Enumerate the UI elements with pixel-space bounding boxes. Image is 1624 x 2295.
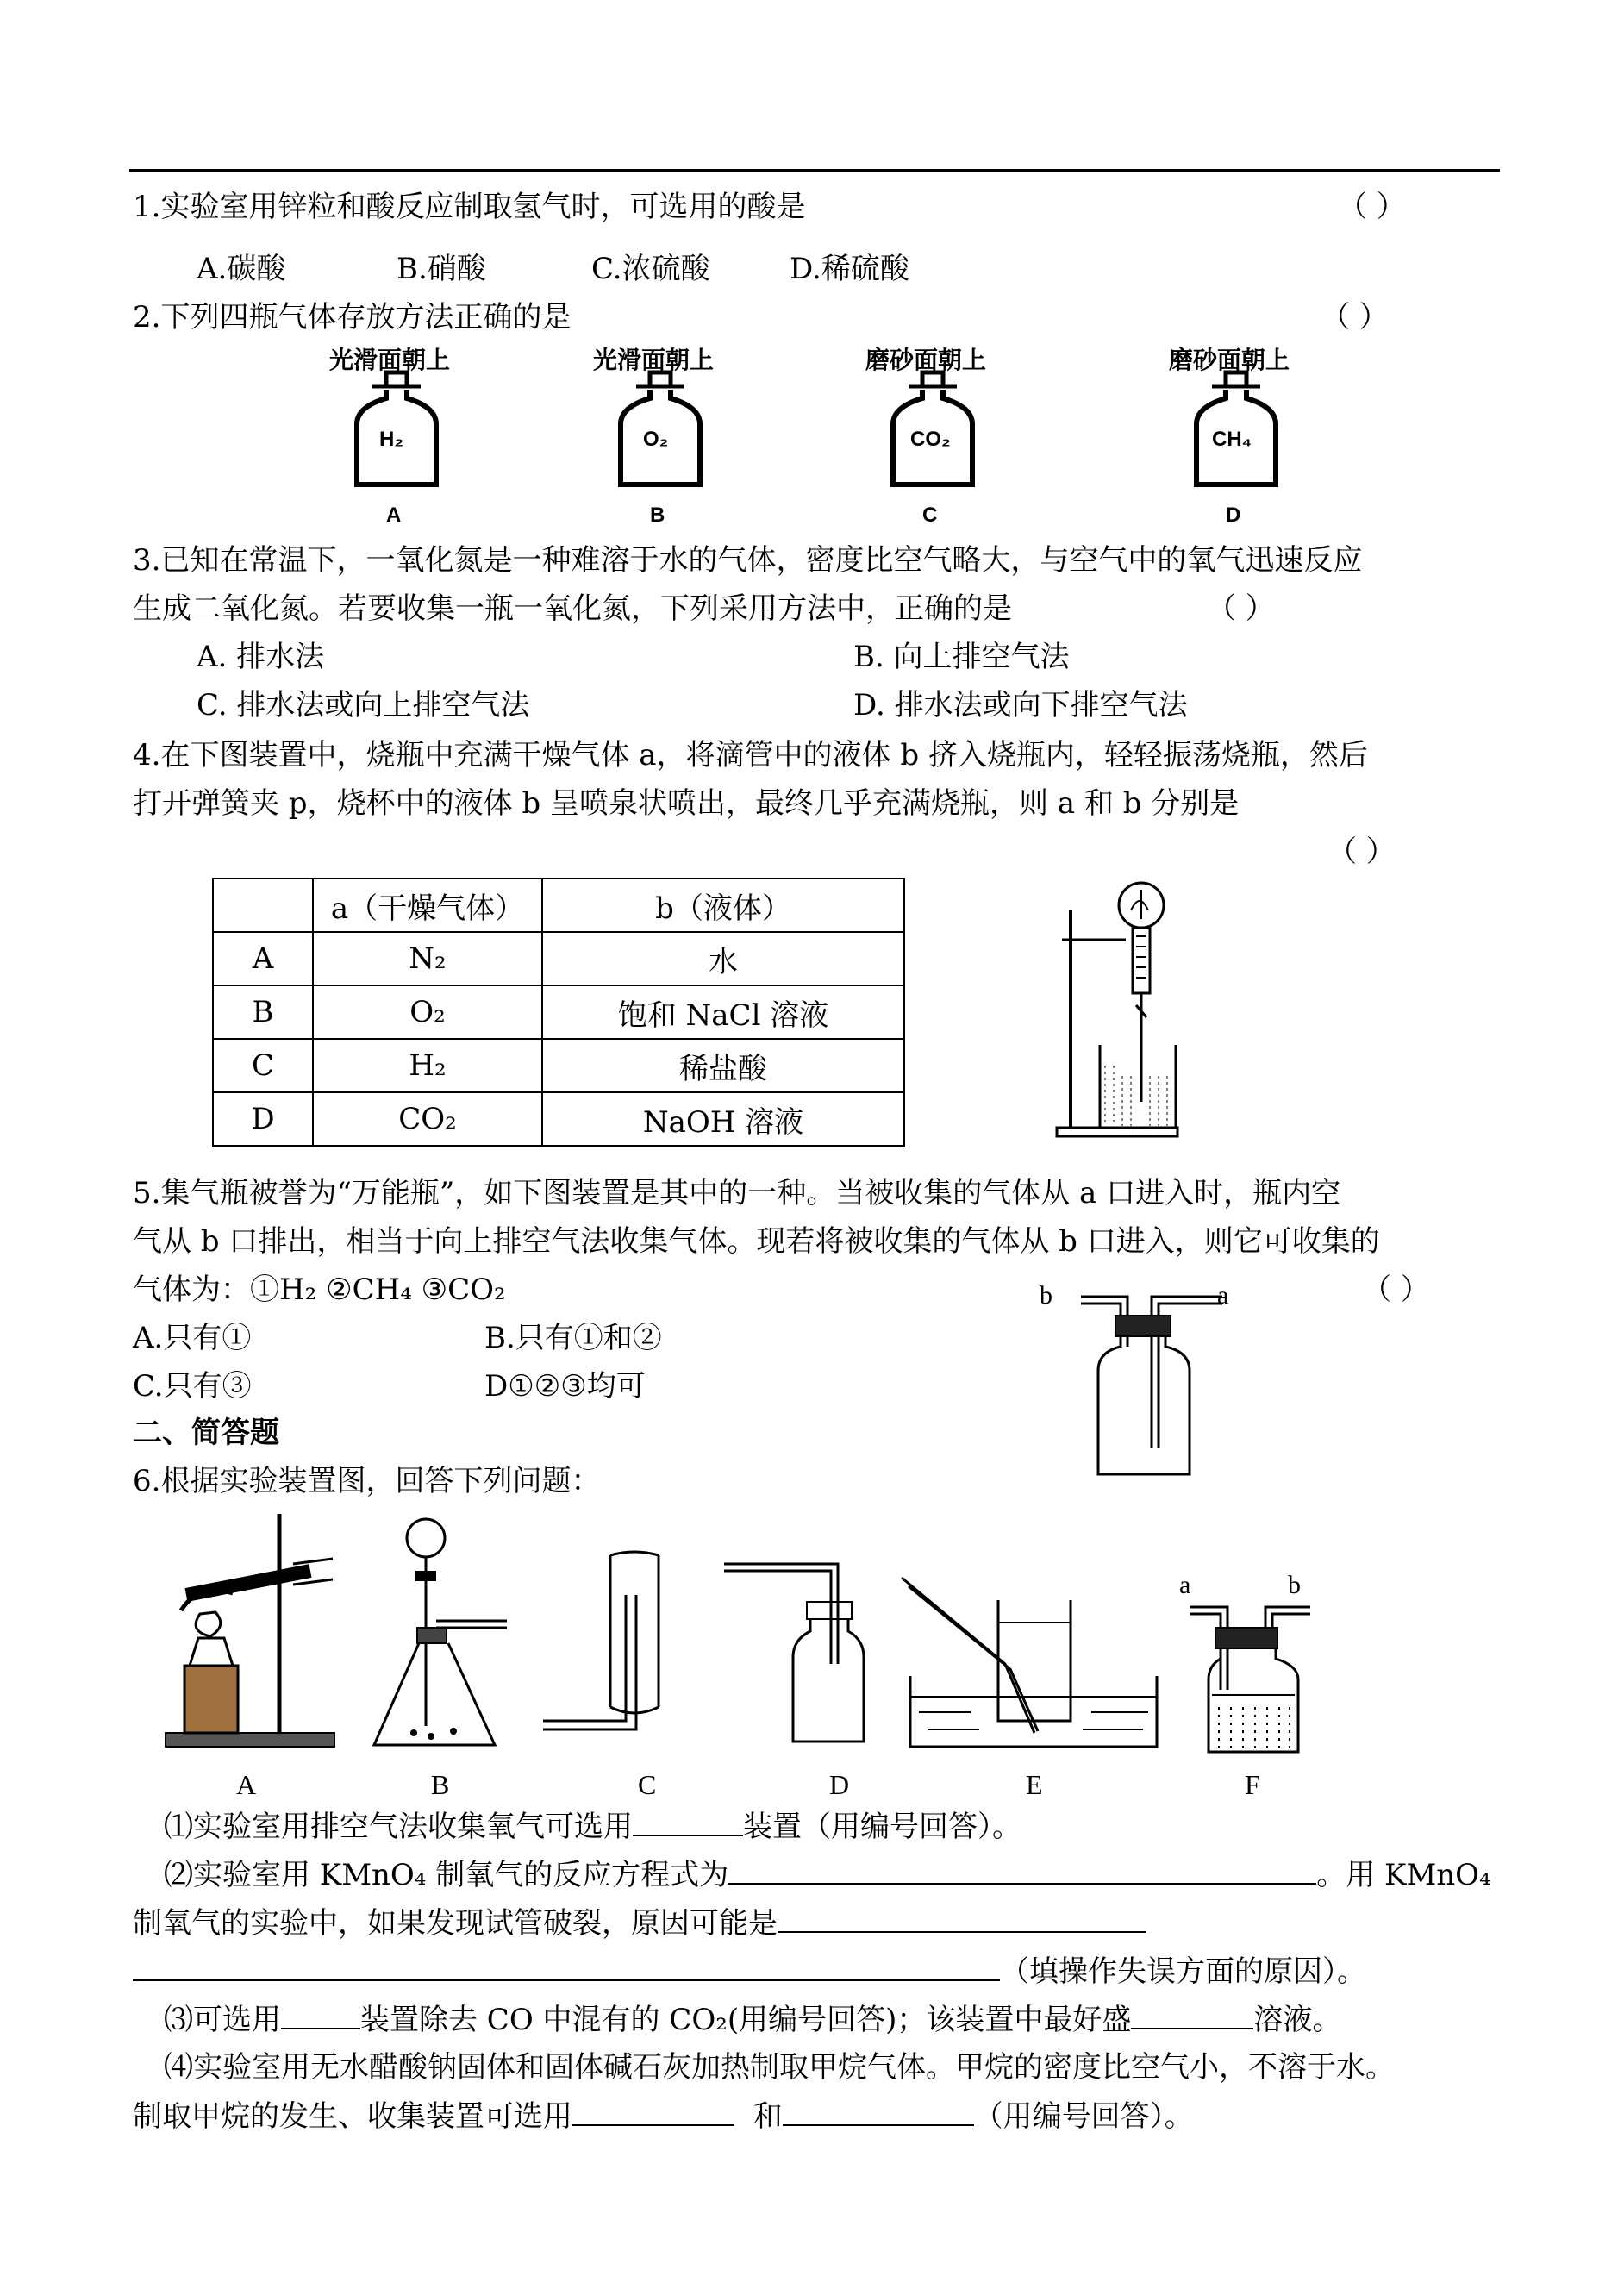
q5-option-c: C.只有③: [133, 1369, 252, 1404]
q3-line2: 生成二氧化氮。若要收集一瓶一氧化氮，下列采用方法中，正确的是: [133, 591, 1012, 626]
q1-option-c: C.浓硫酸: [591, 252, 710, 286]
q4-answer-paren[interactable]: （ ）: [1327, 835, 1396, 869]
apparatus-label-f: F: [1245, 1769, 1260, 1800]
table-cell: b（液体）: [542, 879, 904, 932]
bottle-letter: D: [1226, 503, 1241, 527]
q6-part2-line2: [133, 1905, 1146, 1941]
table-cell: A: [213, 932, 313, 985]
bottle-letter: C: [922, 503, 938, 527]
port-b-label: b: [1040, 1281, 1052, 1310]
q3-answer-paren[interactable]: （ ）: [1207, 591, 1275, 626]
apparatus-a-icon: [164, 1510, 353, 1760]
f-port-b-label: b: [1288, 1571, 1301, 1599]
table-cell: 饱和 NaCl 溶液: [542, 985, 904, 1039]
apparatus-label-b: B: [431, 1769, 450, 1800]
q3-option-d: D. 排水法或向下排空气法: [853, 688, 1188, 722]
table-cell: H₂: [313, 1039, 542, 1092]
collecting-bottle-icon: [1077, 1285, 1233, 1483]
q4-line2: 打开弹簧夹 p，烧杯中的液体 b 呈喷泉状喷出，最终几乎充满烧瓶，则 a 和 b 分别是: [133, 786, 1240, 821]
q5-answer-paren[interactable]: （ ）: [1362, 1273, 1430, 1307]
fountain-apparatus-icon: [1053, 876, 1191, 1143]
q6-part4-collector-blank[interactable]: [783, 2098, 974, 2126]
apparatus-b-icon: [371, 1514, 517, 1764]
q3-line1: 3.已知在常温下，一氧化氮是一种难溶于水的气体，密度比空气略大，与空气中的氧气迅速反应: [133, 543, 1363, 578]
f-port-a-label: a: [1179, 1571, 1191, 1599]
q6-part2-text-d: （填操作失误方面的原因）。: [1000, 1954, 1366, 1989]
q6-part4-text-c: （用编号回答）。: [973, 2099, 1194, 2134]
q3-option-a: A. 排水法: [197, 640, 325, 674]
table-row: [213, 1092, 904, 1146]
q6-part4-generator-blank[interactable]: [572, 2098, 734, 2126]
apparatus-e-icon: [902, 1574, 1160, 1755]
apparatus-label-e: E: [1026, 1769, 1043, 1800]
apparatus-d-icon: [721, 1560, 893, 1750]
bottle-caption: 光滑面朝上: [593, 347, 715, 373]
bottle-caption: 磨砂面朝上: [1169, 347, 1290, 373]
bottle-gas: O₂: [643, 428, 669, 451]
header-rule: [129, 169, 1500, 172]
table-cell: B: [213, 985, 313, 1039]
apparatus-label-c: C: [638, 1769, 657, 1800]
q6-part3-text-b: 装置除去 CO 中混有的 CO₂(用编号回答)；该装置中最好盛: [360, 2003, 1132, 2037]
q6-part4-line1: ⑷实验室用无水醋酸钠固体和固体碱石灰加热制取甲烷气体。甲烷的密度比空气小，不溶于水。: [164, 2050, 1395, 2085]
q6-part3: [164, 2002, 1341, 2037]
q6-stem: 6.根据实验装置图，回答下列问题：: [133, 1464, 601, 1498]
q1-option-b: B.硝酸: [397, 252, 486, 286]
table-cell: CO₂: [313, 1092, 542, 1146]
q6-part2-reason-blank[interactable]: [778, 1905, 1146, 1933]
table-cell: O₂: [313, 985, 542, 1039]
q6-part2-text-a: ⑵实验室用 KMnO₄ 制氧气的反应方程式为: [164, 1858, 729, 1892]
bottle-gas: CH₄: [1212, 428, 1252, 451]
q6-part4-text-a: 制取甲烷的发生、收集装置可选用: [133, 2099, 572, 2134]
section-2-heading: 二、简答题: [133, 1416, 279, 1450]
table-cell: [213, 879, 313, 932]
q6-part1: [164, 1809, 1021, 1844]
q1-answer-paren[interactable]: （ ）: [1338, 190, 1406, 224]
q5-line2: 气从 b 口排出，相当于向上排空气法收集气体。现若将被收集的气体从 b 口进入，则它可收集的: [133, 1224, 1380, 1259]
q6-part3-text-c: 溶液。: [1253, 2003, 1342, 2037]
q6-part2: [164, 1857, 1491, 1892]
q6-part2-text-b: 。用 KMnO₄: [1316, 1858, 1491, 1892]
apparatus-label-d: D: [829, 1769, 850, 1800]
apparatus-c-icon: [540, 1552, 686, 1759]
table-cell: C: [213, 1039, 313, 1092]
q6-part4-text-b: 和: [753, 2099, 783, 2134]
q6-part1-text-a: ⑴实验室用排空气法收集氧气可选用: [164, 1810, 633, 1844]
q5-line3: 气体为：①H₂ ②CH₄ ③CO₂: [133, 1273, 506, 1307]
q1-option-a: A.碳酸: [197, 252, 286, 286]
table-cell: D: [213, 1092, 313, 1146]
table-cell: N₂: [313, 932, 542, 985]
port-a-label: a: [1217, 1281, 1229, 1310]
apparatus-f-icon: [1177, 1600, 1324, 1755]
q6-part2-equation-blank[interactable]: [728, 1857, 1316, 1885]
bottle-letter: B: [650, 503, 665, 527]
q6-part3-text-a: ⑶可选用: [164, 2003, 281, 2037]
table-row: [213, 1039, 904, 1092]
table-cell: 水: [542, 932, 904, 985]
q5-option-b: B.只有①和②: [484, 1321, 662, 1355]
q2-stem: 2.下列四瓶气体存放方法正确的是: [133, 300, 572, 335]
bottle-letter: A: [386, 503, 402, 527]
q3-option-b: B. 向上排空气法: [853, 640, 1070, 674]
q2-answer-paren[interactable]: （ ）: [1321, 300, 1389, 335]
bottle-gas: H₂: [379, 428, 403, 451]
q5-line1: 5.集气瓶被誉为“万能瓶”，如下图装置是其中的一种。当被收集的气体从 a 口进入时，瓶内空: [133, 1176, 1341, 1210]
q6-part3-device-blank[interactable]: [281, 2002, 360, 2029]
q5-option-d: D①②③均可: [484, 1369, 646, 1404]
q1-stem: 1.实验室用锌粒和酸反应制取氢气时，可选用的酸是: [133, 190, 806, 224]
q6-part2-line3: [133, 1954, 1366, 1989]
q3-option-c: C. 排水法或向上排空气法: [197, 688, 530, 722]
table-row: [213, 985, 904, 1039]
q6-part2-reason-blank-cont[interactable]: [133, 1954, 1000, 1981]
table-cell: 稀盐酸: [542, 1039, 904, 1092]
table-row: [213, 932, 904, 985]
table-cell: NaOH 溶液: [542, 1092, 904, 1146]
bottle-caption: 磨砂面朝上: [865, 347, 987, 373]
q4-line1: 4.在下图装置中，烧瓶中充满干燥气体 a，将滴管中的液体 b 挤入烧瓶内，轻轻振荡烧瓶，然后: [133, 738, 1368, 772]
bottle-gas: CO₂: [910, 428, 951, 451]
apparatus-label-a: A: [236, 1769, 257, 1800]
q5-option-a: A.只有①: [133, 1321, 252, 1355]
q6-part2-text-c: 制氧气的实验中，如果发现试管破裂，原因可能是: [133, 1906, 778, 1941]
q6-part3-solution-blank[interactable]: [1131, 2002, 1253, 2029]
table-cell: a（干燥气体）: [313, 879, 542, 932]
table-header-row: [213, 879, 904, 932]
q6-part1-text-b: 装置（用编号回答）。: [743, 1810, 1021, 1844]
bottle-caption: 光滑面朝上: [329, 347, 451, 373]
q6-part4-line2: [133, 2098, 1194, 2134]
q4-table: [212, 878, 905, 1147]
q1-option-d: D.稀硫酸: [790, 252, 909, 286]
q6-part1-blank[interactable]: [633, 1809, 743, 1836]
